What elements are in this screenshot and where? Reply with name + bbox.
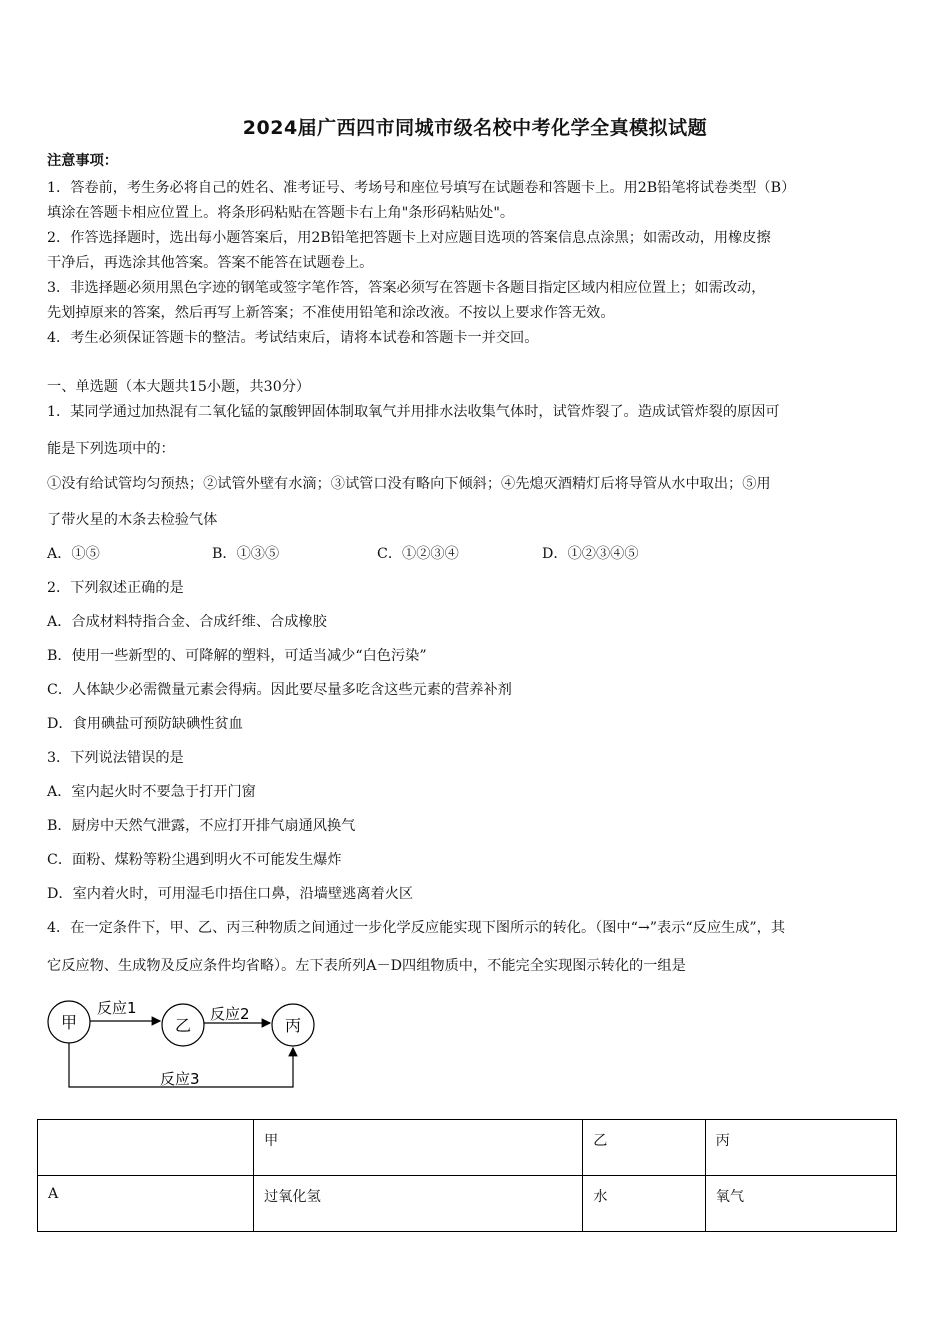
q1-option-c: C．①②③④ <box>377 546 459 562</box>
node-yi-label: 乙 <box>174 1016 192 1035</box>
edge-3-label: 反应3 <box>160 1070 200 1088</box>
q2-option-c: C．人体缺少必需微量元素会得病。因此要尽量多吃含这些元素的营养补剂 <box>47 682 512 698</box>
q2-option-a: A．合成材料特指合金、合成纤维、合成橡胶 <box>47 614 327 630</box>
q1-stem: ①没有给试管均匀预热；②试管外壁有水滴；③试管口没有略向下倾斜；④先熄灭酒精灯后将导管从水中取出；⑤用 <box>47 476 771 492</box>
notice-line: 1．答卷前，考生务必将自己的姓名、准考证号、考场号和座位号填写在试题卷和答题卡上。用2B铅笔将试卷类型（B） <box>47 180 796 196</box>
edge-2-label: 反应2 <box>210 1005 250 1023</box>
section-heading: 一、单选题（本大题共15小题，共30分） <box>47 379 311 395</box>
q2-option-d: D．食用碘盐可预防缺碘性贫血 <box>47 716 243 732</box>
table-cell: 水 <box>583 1176 705 1232</box>
notice-heading: 注意事项： <box>47 153 118 169</box>
q4-stem: 4．在一定条件下，甲、乙、丙三种物质之间通过一步化学反应能实现下图所示的转化。（图中“→”表示“反应生成”，其 <box>47 920 786 936</box>
q4-stem: 它反应物、生成物及反应条件均省略）。左下表所列A－D四组物质中，不能完全实现图示转化的一组是 <box>47 958 686 974</box>
notice-line: 先划掉原来的答案，然后再写上新答案；不准使用铅笔和涂改液。不按以上要求作答无效。 <box>47 305 615 321</box>
q3-option-a: A．室内起火时不要急于打开门窗 <box>47 784 256 800</box>
q1-stem: 了带火星的木条去检验气体 <box>47 512 218 528</box>
q1-stem: 能是下列选项中的： <box>47 441 175 457</box>
table-header-cell: 乙 <box>583 1120 705 1176</box>
table-header-cell <box>38 1120 254 1176</box>
q4-table <box>37 1119 897 1232</box>
q1-option-b: B．①③⑤ <box>212 546 280 562</box>
q1-option-a: A．①⑤ <box>47 546 100 562</box>
q2-option-b: B．使用一些新型的、可降解的塑料，可适当减少“白色污染” <box>47 648 427 664</box>
q3-option-b: B．厨房中天然气泄露，不应打开排气扇通风换气 <box>47 818 356 834</box>
q3-option-d: D．室内着火时，可用湿毛巾捂住口鼻，沿墙壁逃离着火区 <box>47 886 414 902</box>
notice-line: 3．非选择题必须用黑色字迹的钢笔或签字笔作答，答案必须写在答题卡各题目指定区域内相应位置上；如需改动， <box>47 280 766 296</box>
q3-option-c: C．面粉、煤粉等粉尘遇到明火不可能发生爆炸 <box>47 852 342 868</box>
table-row <box>38 1176 897 1232</box>
table-header-cell: 丙 <box>705 1120 896 1176</box>
table-cell: 过氧化氢 <box>254 1176 583 1232</box>
edge-1-label: 反应1 <box>97 999 137 1017</box>
page-title: 2024届广西四市同城市级名校中考化学全真模拟试题 <box>242 117 708 139</box>
q3-stem: 3．下列说法错误的是 <box>47 750 184 766</box>
table-cell: A <box>38 1176 254 1232</box>
reaction-diagram <box>40 995 340 1095</box>
notice-line: 填涂在答题卡相应位置上。将条形码粘贴在答题卡右上角"条形码粘贴处"。 <box>47 205 515 221</box>
notice-line: 2．作答选择题时，选出每小题答案后，用2B铅笔把答题卡上对应题目选项的答案信息点涂黑；如需改动，用橡皮擦 <box>47 230 771 246</box>
q1-stem: 1．某同学通过加热混有二氧化锰的氯酸钾固体制取氧气并用排水法收集气体时，试管炸裂了。造成试管炸裂的原因可 <box>47 404 780 420</box>
table-header-cell: 甲 <box>254 1120 583 1176</box>
q1-option-d: D．①②③④⑤ <box>542 546 639 562</box>
table-header-row <box>38 1120 897 1176</box>
notice-line: 4．考生必须保证答题卡的整洁。考试结束后，请将本试卷和答题卡一并交回。 <box>47 330 539 346</box>
notice-line: 干净后，再选涂其他答案。答案不能答在试题卷上。 <box>47 255 374 271</box>
node-bing-label: 丙 <box>284 1016 302 1035</box>
node-jia-label: 甲 <box>60 1013 78 1032</box>
q2-stem: 2．下列叙述正确的是 <box>47 580 184 596</box>
table-cell: 氧气 <box>705 1176 896 1232</box>
